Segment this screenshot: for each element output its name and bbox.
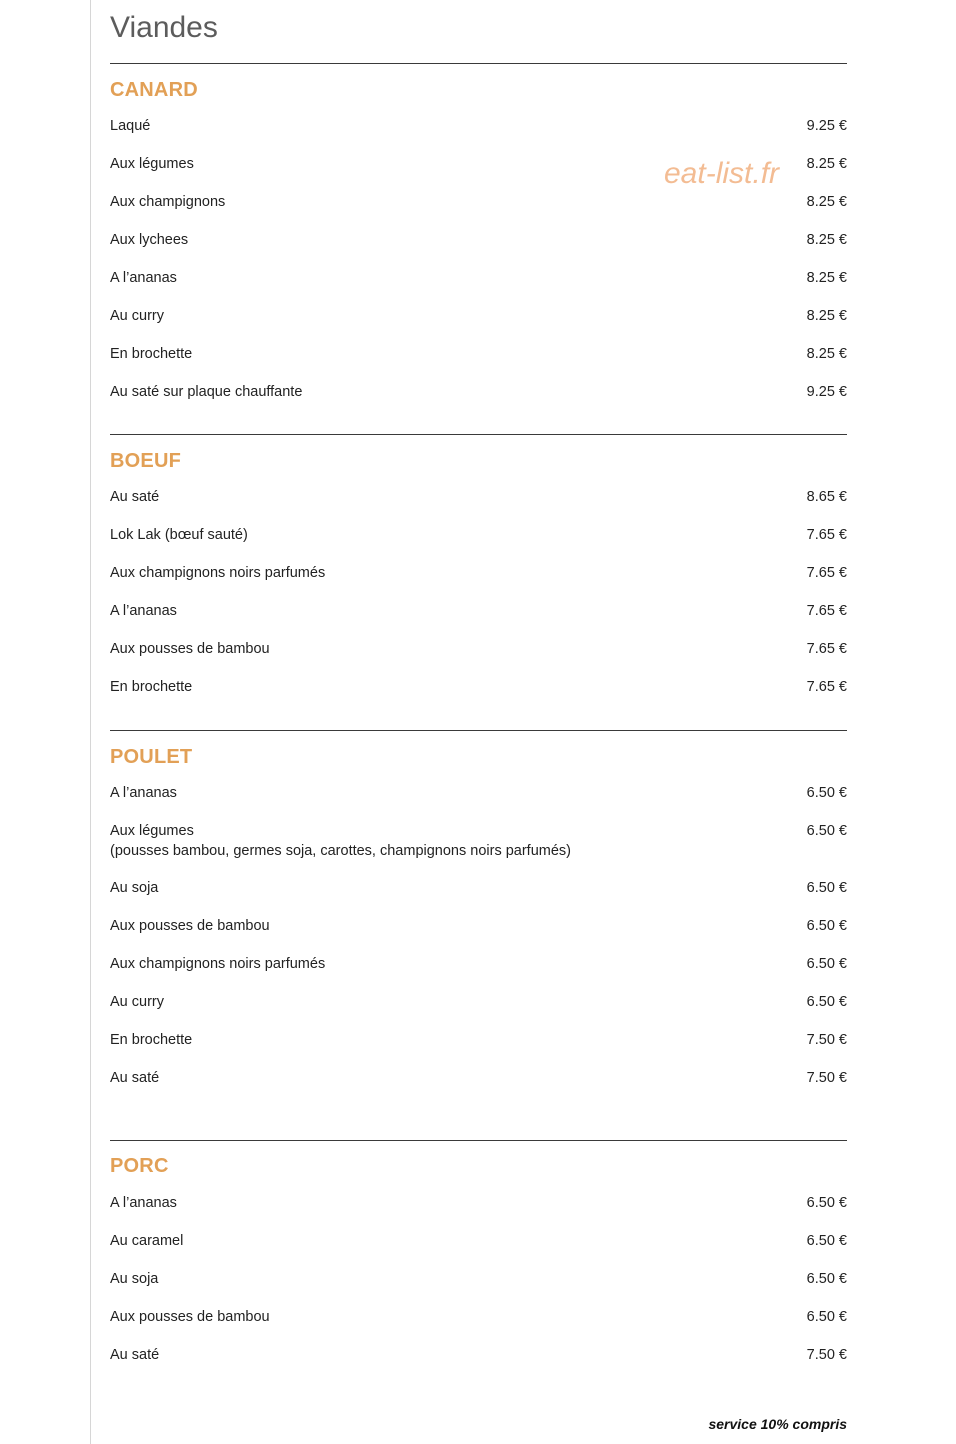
section-title-boeuf: BOEUF [110,450,181,472]
section-title-canard: CANARD [110,79,198,101]
menu-item-name: Au saté [110,489,160,505]
menu-item-name: Aux lychees [110,232,189,248]
menu-item-price: 6.50 € [806,918,847,934]
menu-item-price: 6.50 € [806,823,847,839]
menu-item-name: Au curry [110,994,164,1010]
menu-item [110,192,847,212]
menu-item-name: A l’ananas [110,270,177,286]
menu-item-name: Aux légumes [110,156,194,172]
menu-item-name: En brochette [110,1032,193,1048]
menu-item [110,487,847,507]
menu-item [110,382,847,402]
menu-item-name: En brochette [110,346,193,362]
menu-item-price: 7.65 € [806,527,847,543]
menu-item-name: Au soja [110,1271,159,1287]
menu-item [110,1068,847,1088]
menu-item-price: 8.25 € [806,308,847,324]
menu-item-name: A l’ananas [110,1195,177,1211]
menu-item-name: Aux champignons noirs parfumés [110,565,326,581]
menu-item [110,525,847,545]
menu-item-price: 8.65 € [806,489,847,505]
menu-item-price: 6.50 € [806,994,847,1010]
menu-item-name: Aux champignons noirs parfumés [110,956,326,972]
menu-item [110,992,847,1012]
menu-item-price: 7.50 € [806,1070,847,1086]
menu-item-price: 6.50 € [806,1233,847,1249]
section-title-porc: PORC [110,1155,169,1177]
menu-item [110,677,847,697]
menu-item-price: 6.50 € [806,1309,847,1325]
menu-item-price: 9.25 € [806,118,847,134]
menu-item-price: 7.65 € [806,641,847,657]
menu-item-name: Laqué [110,118,151,134]
menu-item-price: 7.65 € [806,565,847,581]
menu-item-name: A l’ananas [110,603,177,619]
menu-item-name: A l’ananas [110,785,177,801]
menu-item [110,916,847,936]
menu-item-price: 6.50 € [806,956,847,972]
menu-item [110,1269,847,1289]
menu-item-name: Lok Lak (bœuf sauté) [110,527,248,543]
menu-item-price: 7.50 € [806,1347,847,1363]
menu-item-price: 6.50 € [806,1195,847,1211]
menu-item [110,116,847,136]
menu-item-price: 7.65 € [806,679,847,695]
service-note: service 10% compris [708,1416,847,1432]
menu-item-name: Au saté sur plaque chauffante [110,384,303,400]
menu-item-price: 7.65 € [806,603,847,619]
watermark: eat-list.fr [664,157,780,190]
menu-item-price: 6.50 € [806,785,847,801]
menu-item-name: En brochette [110,679,193,695]
menu-item [110,1193,847,1213]
menu-item [110,601,847,621]
menu-item-name: Aux pousses de bambou [110,1309,270,1325]
menu-item-name: Au soja [110,880,159,896]
menu-item [110,344,847,364]
menu-item-price: 9.25 € [806,384,847,400]
menu-item-price: 8.25 € [806,194,847,210]
menu-item-price: 7.50 € [806,1032,847,1048]
menu-item [110,268,847,288]
section-divider [110,1140,847,1141]
menu-item-name: Au caramel [110,1233,184,1249]
left-border [90,0,91,1444]
menu-item [110,563,847,583]
section-divider [110,434,847,435]
menu-item [110,1030,847,1050]
section-divider [110,63,847,64]
page-title: Viandes [110,11,218,44]
menu-item [110,639,847,659]
menu-item [110,154,847,174]
menu-item-price: 8.25 € [806,232,847,248]
menu-item-name: Aux pousses de bambou [110,641,270,657]
menu-item-text [110,821,571,861]
menu-item [110,230,847,250]
menu-item-name: Aux champignons [110,194,226,210]
menu-item-price: 8.25 € [806,346,847,362]
menu-item-detail: (pousses bambou, germes soja, carottes, champignons noirs parfumés) [110,843,571,859]
menu-item-name: Au saté [110,1070,160,1086]
menu-item-price: 8.25 € [806,270,847,286]
menu-item-price: 6.50 € [806,880,847,896]
menu-item [110,821,847,861]
menu-item [110,306,847,326]
menu-item-name: Aux légumes [110,823,194,839]
menu-item [110,878,847,898]
menu-item [110,954,847,974]
section-title-poulet: POULET [110,746,193,768]
menu-item [110,783,847,803]
menu-item [110,1307,847,1327]
menu-item-price: 8.25 € [806,156,847,172]
menu-item [110,1231,847,1251]
menu-item-name: Aux pousses de bambou [110,918,270,934]
menu-item [110,1345,847,1365]
section-divider [110,730,847,731]
menu-item-price: 6.50 € [806,1271,847,1287]
menu-item-name: Au saté [110,1347,160,1363]
menu-item-name: Au curry [110,308,164,324]
